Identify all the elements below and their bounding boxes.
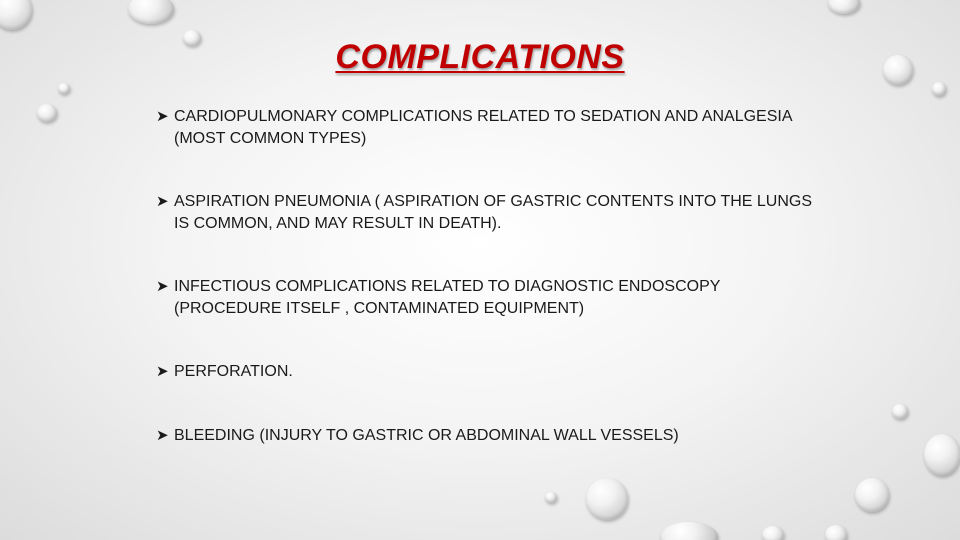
bullet-item — [156, 276, 816, 320]
water-drop-decoration — [825, 525, 847, 540]
bullet-text: INFECTIOUS COMPLICATIONS RELATED TO DIAGNOSTIC ENDOSCOPY (PROCEDURE ITSELF , CONTAMINATED EQUIPMENT) — [174, 278, 721, 317]
water-drop-decoration — [932, 82, 946, 96]
slide-title: COMPLICATIONS — [335, 38, 625, 76]
water-drop-decoration — [762, 526, 784, 540]
water-drop-decoration — [660, 522, 718, 540]
water-drop-decoration — [855, 478, 889, 512]
water-drop-decoration — [0, 0, 32, 30]
water-drop-decoration — [37, 104, 57, 122]
arrow-bullet-icon: ➤ — [156, 108, 169, 125]
bullet-text: ASPIRATION PNEUMONIA ( ASPIRATION OF GASTRIC CONTENTS INTO THE LUNGS IS COMMON, AND MAY RESULT IN DEATH). — [174, 193, 813, 232]
water-drop-decoration — [58, 83, 70, 94]
arrow-bullet-icon: ➤ — [156, 363, 169, 380]
arrow-bullet-icon: ➤ — [156, 193, 169, 210]
water-drop-decoration — [128, 0, 174, 24]
water-drop-decoration — [586, 478, 628, 520]
bullet-text: PERFORATION. — [174, 363, 293, 380]
arrow-bullet-icon: ➤ — [156, 278, 169, 295]
water-drop-decoration — [828, 0, 860, 14]
bullet-text: BLEEDING (INJURY TO GASTRIC OR ABDOMINAL WALL VESSELS) — [174, 427, 679, 444]
bullet-text: CARDIOPULMONARY COMPLICATIONS RELATED TO SEDATION AND ANALGESIA (MOST COMMON TYPES) — [174, 108, 792, 147]
bullet-item — [156, 425, 816, 447]
water-drop-decoration — [924, 434, 960, 476]
water-drop-decoration — [892, 404, 908, 419]
bullet-item — [156, 191, 816, 235]
water-drop-decoration — [545, 492, 557, 503]
arrow-bullet-icon: ➤ — [156, 427, 169, 444]
bullet-item — [156, 361, 816, 383]
bullet-item — [156, 106, 816, 150]
